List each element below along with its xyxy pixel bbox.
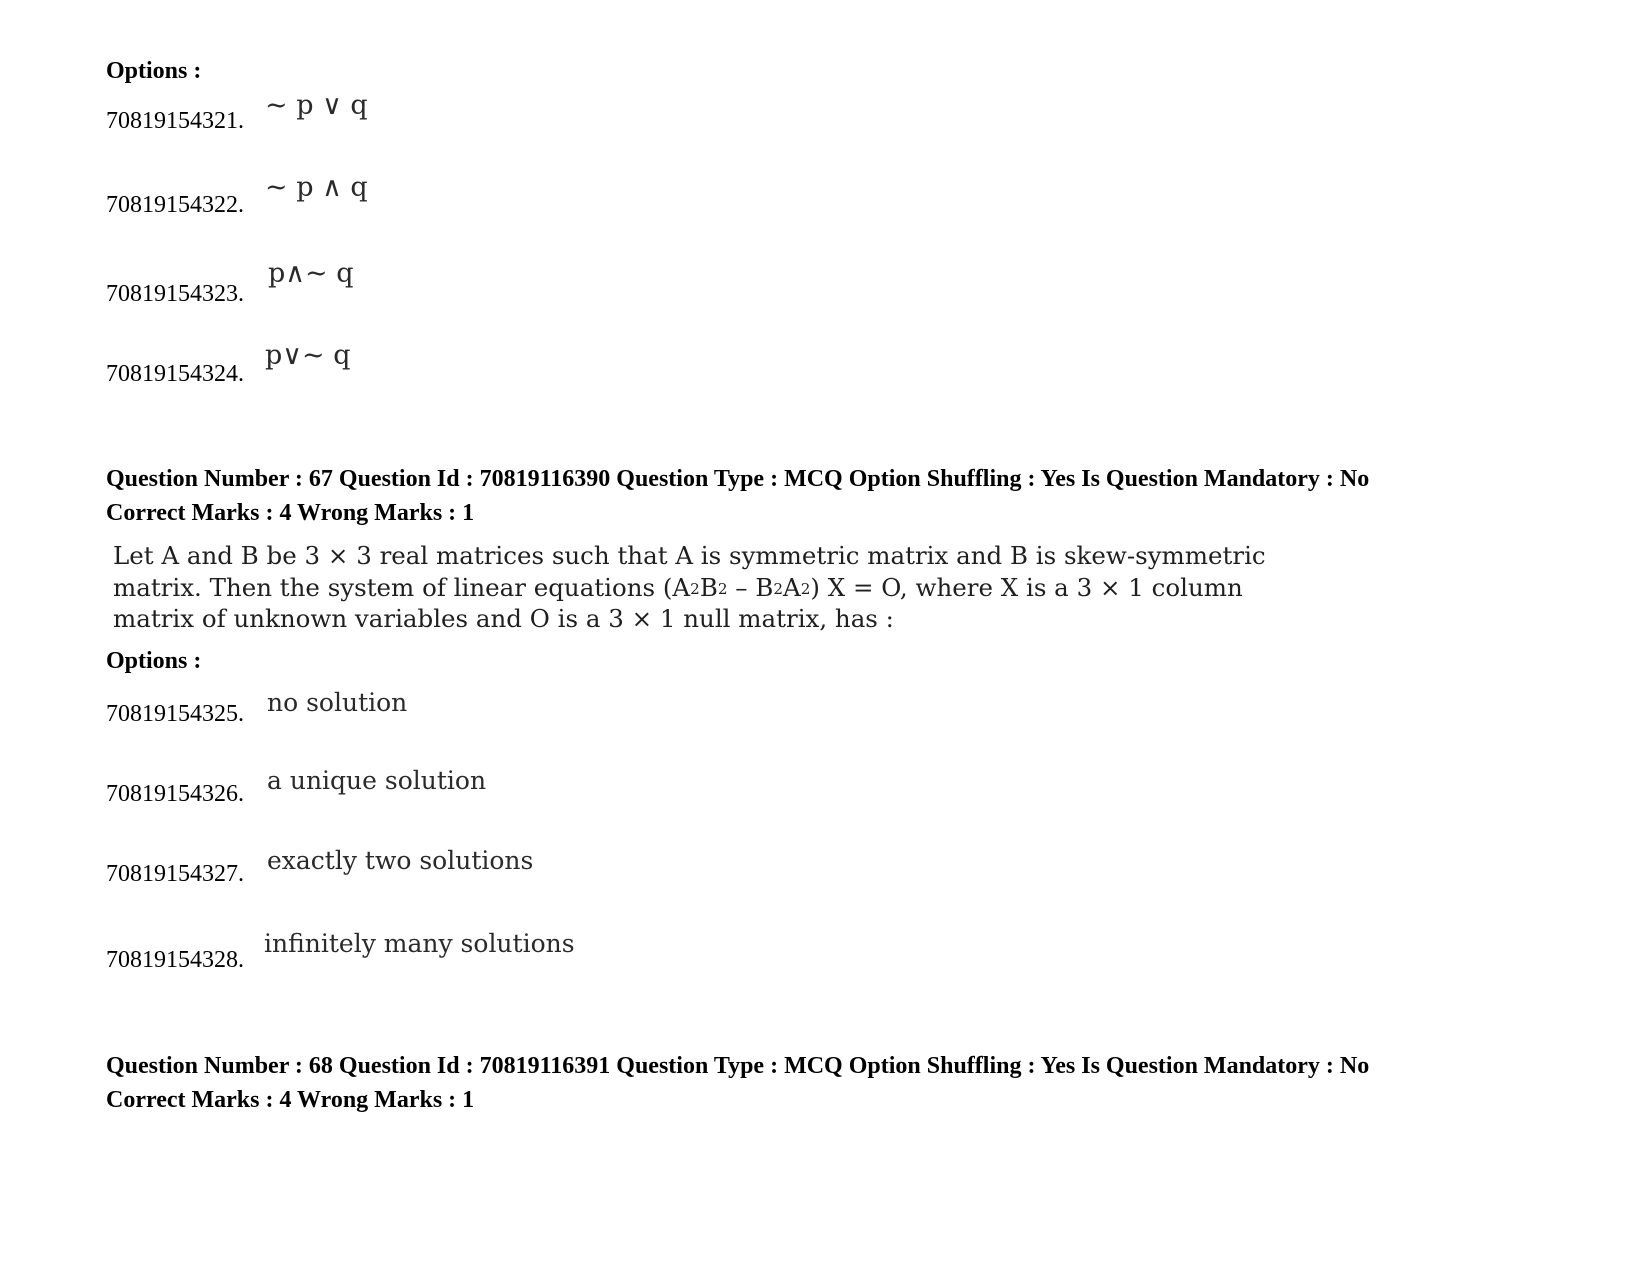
option-id: 70819154327.	[106, 861, 244, 887]
option-text: no solution	[267, 688, 408, 717]
option-id: 70819154328.	[106, 947, 244, 973]
marks-line: Correct Marks : 4 Wrong Marks : 1	[106, 1087, 475, 1113]
question-text-line: matrix. Then the system of linear equations $(A^2B^2 - B^2A^2) X = O$, where X is a 3 × 1 column	[113, 573, 1243, 602]
option-id: 70819154324.	[106, 361, 244, 387]
option-text: ~ p ∨ q	[265, 90, 368, 121]
options-label: Options :	[106, 58, 202, 84]
option-text: ~ p ∧ q	[265, 172, 368, 203]
options-label: Options :	[106, 648, 202, 674]
option-id: 70819154325.	[106, 701, 244, 727]
option-id: 70819154326.	[106, 781, 244, 807]
question-text-line: matrix of unknown variables and O is a 3 × 1 null matrix, has :	[113, 604, 894, 633]
option-id: 70819154323.	[106, 281, 244, 307]
question-header: Question Number : 67 Question Id : 70819116390 Question Type : MCQ Option Shuffling : Yes Is Question Mandatory : No	[106, 466, 1370, 492]
option-text: exactly two solutions	[267, 846, 534, 875]
option-id: 70819154321.	[106, 108, 244, 134]
marks-line: Correct Marks : 4 Wrong Marks : 1	[106, 500, 475, 526]
option-text: a unique solution	[267, 766, 487, 795]
question-text-line: Let A and B be 3 × 3 real matrices such that A is symmetric matrix and B is skew-symmetric	[113, 541, 1266, 570]
option-text: p∨~ q	[265, 340, 351, 371]
option-id: 70819154322.	[106, 192, 244, 218]
option-text: infinitely many solutions	[264, 929, 575, 958]
option-text: p∧~ q	[268, 258, 354, 289]
question-header: Question Number : 68 Question Id : 70819116391 Question Type : MCQ Option Shuffling : Yes Is Question Mandatory : No	[106, 1053, 1370, 1079]
